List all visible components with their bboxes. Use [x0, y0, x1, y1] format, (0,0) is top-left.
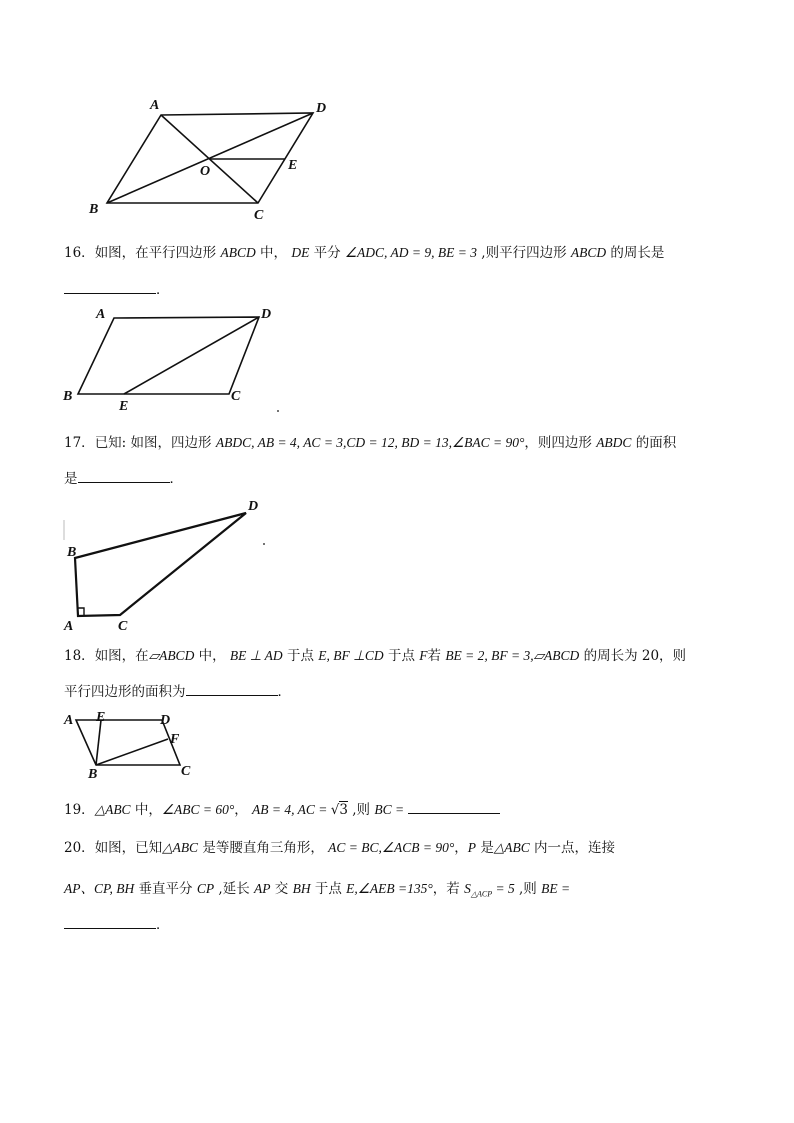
q18-cond1: BE ⊥ AD [229, 648, 283, 663]
q20-line-1 [64, 838, 615, 858]
q16-answer-blank[interactable] [64, 279, 156, 294]
q20-text-then: ,则 [514, 881, 542, 897]
q20-text-at: 于点 [310, 881, 347, 897]
q18-cond3: F [419, 648, 428, 663]
q16-text-e: 的周长是 [606, 245, 665, 261]
parallelogram-abcd [78, 317, 259, 394]
quadrilateral-abdc [75, 513, 246, 616]
q19-triangle: △ABC [94, 802, 131, 817]
q20-area-s: S [464, 881, 471, 896]
q18-line-1 [64, 646, 686, 666]
segment-bf [96, 739, 168, 765]
q18-cond2: E, BF ⊥CD [318, 648, 384, 663]
label-d: D [316, 101, 327, 116]
q20-condition-2: E,∠AEB =135° [346, 881, 433, 896]
q20-text-c: ， [454, 840, 468, 856]
q20-text-if: ，若 [432, 881, 465, 897]
q19-condition: ∠ABC = 60° [161, 802, 235, 817]
q17-text-c: 的面积 [631, 435, 677, 451]
q16-abcd2: ABCD [570, 245, 607, 260]
q16-line-2 [64, 279, 170, 300]
q16-text-c: 平分 [309, 245, 345, 261]
q18-line-2 [64, 681, 291, 702]
q20-cp: CP [196, 881, 215, 896]
label-a: A [64, 619, 74, 634]
q18-cond4: BE = 2, BF = 3,▱ABCD [445, 648, 580, 663]
q16-de: DE [291, 245, 310, 260]
q20-ap: AP [253, 881, 271, 896]
q20-bh: BH [292, 881, 311, 896]
q20-line-2 [64, 879, 570, 905]
q18-parallelogram: ▱ABCD [148, 648, 195, 663]
q18-text-e: 若 [427, 648, 446, 664]
q20-triangle-2: △ABC [493, 840, 530, 855]
q16-text-a: 如图，在平行四边形 [94, 245, 221, 261]
q20-text-e: 内一点，连接 [529, 840, 616, 856]
q20-area-value: = 5 [492, 881, 515, 896]
label-f: F [170, 732, 180, 747]
q16-number: 16． [64, 245, 95, 261]
q20-area-sub: △ACP [470, 889, 493, 899]
label-b: B [67, 545, 77, 560]
label-e: E [288, 158, 298, 173]
q20-ask: BE = [541, 881, 571, 896]
segment-de [124, 317, 259, 394]
q18-text-a: 如图，在 [94, 648, 149, 664]
q17-number: 17． [64, 435, 95, 451]
q19-number: 19． [64, 802, 95, 818]
q20-text-d: 是 [476, 840, 494, 856]
label-c: C [231, 389, 241, 404]
label-d: D [248, 499, 259, 514]
label-b: B [88, 767, 98, 782]
q16-abcd: ABCD [220, 245, 256, 260]
q17-abdc: ABDC [596, 435, 632, 450]
q19-text-c: ,则 [347, 802, 375, 818]
stray-dot [263, 543, 265, 545]
label-d: D [160, 713, 171, 728]
label-a: A [96, 307, 106, 322]
label-c: C [181, 764, 191, 779]
q19-sqrt: √3 [330, 802, 348, 818]
q20-point-p: P [467, 840, 477, 855]
label-a: A [64, 713, 74, 728]
q20-triangle: △ABC [162, 840, 199, 855]
q18-text-c: 于点 [282, 648, 319, 664]
figure-parallelogram-de-bisector [58, 302, 288, 414]
q20-text-extend: ,延长 [214, 881, 254, 897]
figure-quadrilateral-abdc [58, 494, 288, 636]
q16-end: ． [156, 282, 170, 298]
q17-text-a: 已知: 如图，四边形 [94, 435, 216, 451]
q20-line-3 [64, 914, 170, 935]
q20-answer-blank[interactable] [64, 914, 156, 929]
label-b: B [63, 389, 73, 404]
label-o: O [200, 164, 211, 179]
q19-text-a: 中， [130, 802, 162, 818]
q16-angle: ∠ADC, AD = 9, BE = 3 [344, 245, 477, 260]
q19-condition-2: AB = 4, AC = [252, 802, 331, 817]
q20-ap-cp-bh: AP、CP, BH [64, 881, 135, 896]
figure-parallelogram-abcd-diagonals [80, 92, 340, 222]
q17-line-2 [64, 468, 183, 489]
q17-line-1 [64, 433, 676, 453]
label-e: E [96, 710, 106, 725]
q18-answer-blank[interactable] [186, 681, 278, 696]
q19-line-1 [64, 799, 500, 820]
diagonal-bd [107, 113, 313, 203]
q20-text-meet: 交 [270, 881, 293, 897]
q18-text-g: 平行四边形的面积为 [64, 684, 186, 700]
q20-text-a: 如图，已知 [94, 840, 163, 856]
stray-dot [277, 410, 279, 412]
q18-text-b: 中， [194, 648, 230, 664]
q19-sqrt-value: 3 [339, 802, 348, 818]
label-b: B [89, 202, 99, 217]
q17-condition: ABDC, AB = 4, AC = 3,CD = 12, BD = 13,∠BAC = 90° [215, 435, 525, 450]
label-a: A [150, 98, 160, 113]
label-c: C [118, 619, 128, 634]
q16-line-1 [64, 243, 664, 263]
q16-text-b: 中， [255, 245, 292, 261]
q20-number: 20． [64, 840, 95, 856]
q20-text-perp: 垂直平分 [134, 881, 197, 897]
q19-answer-blank[interactable] [408, 799, 500, 814]
q17-text-b: ，则四边形 [524, 435, 597, 451]
label-c: C [254, 208, 264, 222]
q18-end: ． [277, 684, 291, 700]
q18-text-f: 的周长为 20，则 [579, 648, 687, 664]
q18-number: 18． [64, 648, 95, 664]
q19-ask: BC = [374, 802, 405, 817]
q16-text-d: ,则平行四边形 [477, 245, 571, 261]
figure-parallelogram-heights [60, 706, 210, 782]
q20-text-b: 是等腰直角三角形， [198, 840, 329, 856]
q19-text-b: ， [234, 802, 253, 818]
q20-area [464, 881, 515, 899]
q17-end: ． [169, 471, 183, 487]
q20-condition: AC = BC,∠ACB = 90° [328, 840, 455, 855]
q17-answer-blank[interactable] [78, 468, 170, 483]
segment-be [96, 720, 101, 765]
label-e: E [119, 399, 129, 414]
q20-end: ． [156, 917, 170, 933]
label-d: D [261, 307, 272, 322]
q17-text-d: 是 [64, 471, 78, 487]
q18-text-d: 于点 [383, 648, 420, 664]
